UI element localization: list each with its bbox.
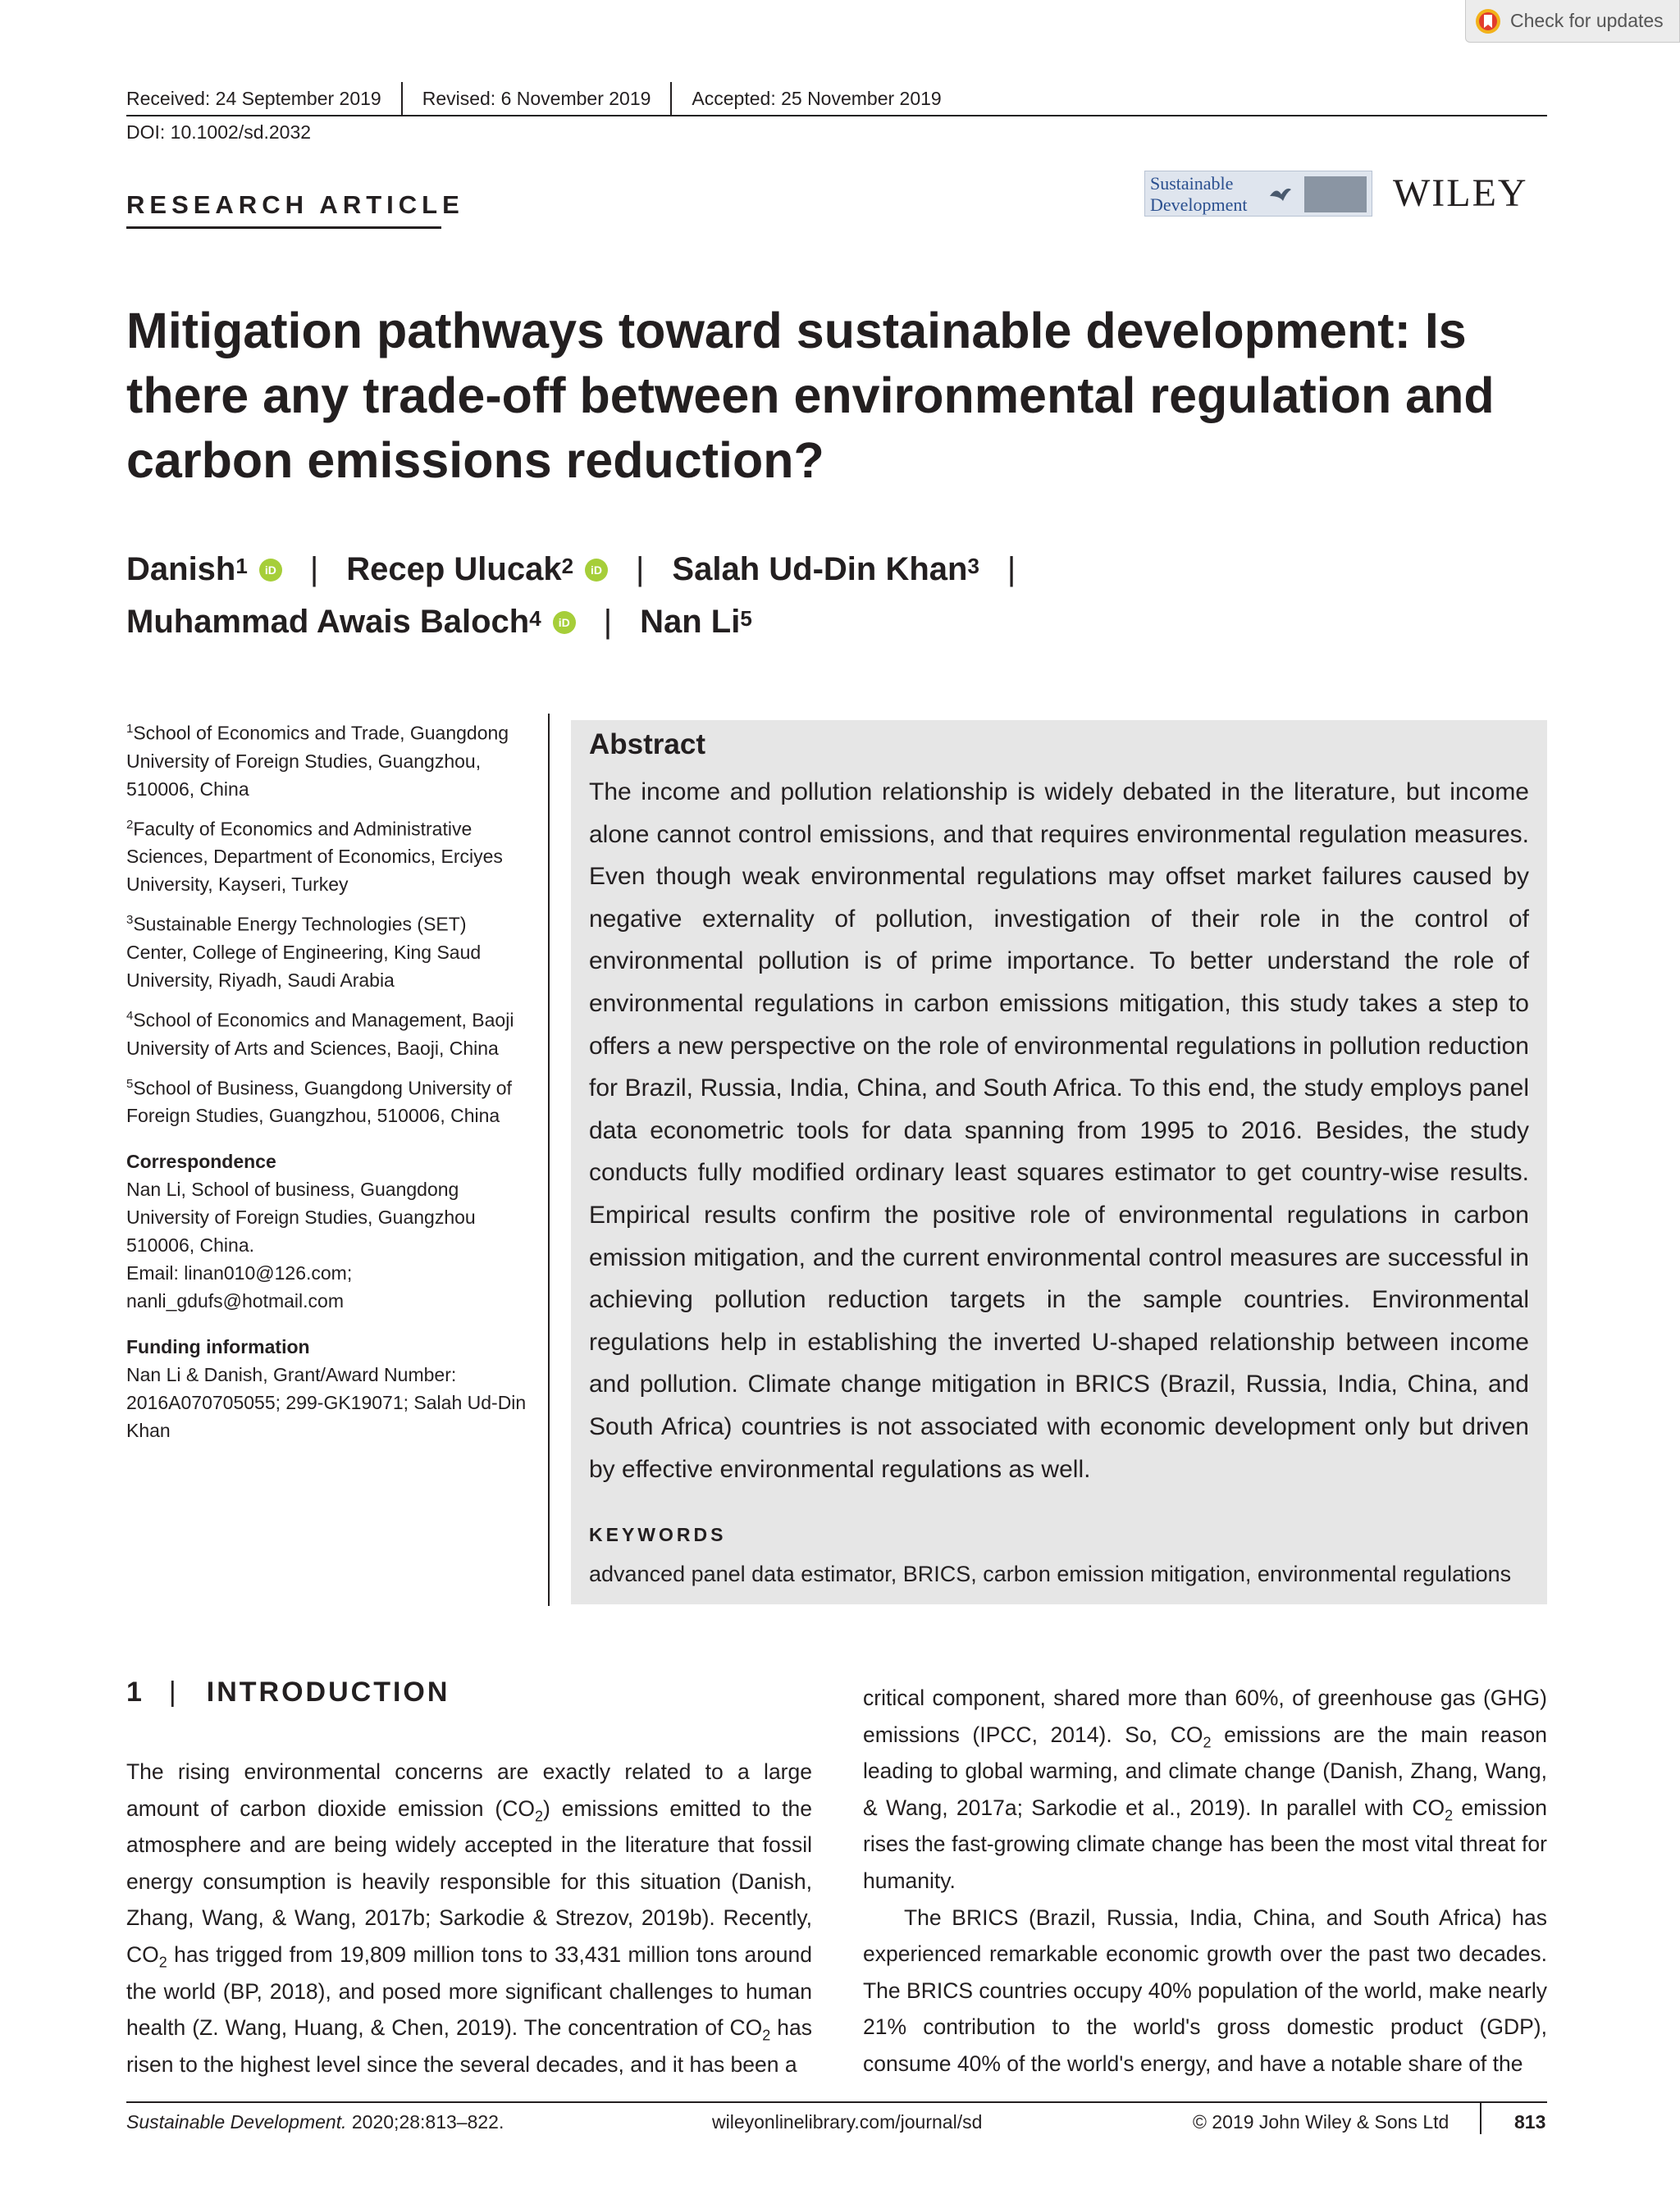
article-type-underline — [126, 226, 441, 229]
paragraph — [863, 1680, 1547, 1900]
body-text: critical component, shared more than 60%, of greenhouse gas (GHG) emissions (IPCC, 2014). So, CO — [863, 1686, 1547, 1747]
section-separator: | — [168, 1677, 179, 1708]
subscript: 2 — [158, 1954, 167, 1971]
subscript: 2 — [1445, 1807, 1454, 1824]
author-name: Salah Ud-Din Khan — [672, 551, 968, 587]
affiliation-text: Faculty of Economics and Administrative Sciences, Department of Economics, Erciyes University, Kayseri, Turkey — [126, 818, 503, 896]
affiliation — [126, 906, 528, 994]
author-separator: | — [309, 551, 319, 587]
author-name: Muhammad Awais Baloch — [126, 604, 530, 640]
subscript: 2 — [762, 2027, 771, 2044]
publisher-logo: WILEY — [1393, 171, 1528, 215]
funding-heading: Funding information — [126, 1336, 310, 1358]
article-type: RESEARCH ARTICLE — [126, 190, 464, 219]
author-line-1 — [126, 551, 1043, 588]
affiliation — [126, 715, 528, 803]
bookmark-icon — [1474, 7, 1502, 35]
affiliation-sup: 4 — [126, 1008, 134, 1023]
footer-volume: 2020;28:813–822. — [346, 2111, 504, 2133]
header-rule — [126, 115, 1547, 116]
footer-citation — [126, 2111, 504, 2133]
author-name: Danish — [126, 551, 236, 587]
footer-rule — [126, 2101, 1547, 2103]
affiliation-sup: 5 — [126, 1076, 134, 1091]
affiliations-column — [126, 715, 528, 1444]
date-divider — [670, 82, 672, 115]
paper-title: Mitigation pathways toward sustainable development: Is there any trade-off between environmental regulation and carbon emissions reduction? — [126, 303, 1495, 488]
page-number: 813 — [1514, 2111, 1546, 2133]
column-rule — [548, 714, 550, 1606]
received-date: Received: 24 September 2019 — [126, 87, 381, 109]
abstract-body: The income and pollution relationship is widely debated in the literature, but income alone cannot control emissions, and that requires environmental regulation measures. Even though weak environmental regulations may offset market failures caused by negative externality of pollution, investigation of their role in the control of environmental pollution is of prime importance. To better understand the role of environmental regulations in carbon emissions mitigation, this study takes a step to offers a new perspective on the role of environmental regulations in pollution reduction for Brazil, Russia, India, China, and South Africa. To this end, the study employs panel data econometric tools for data spanning from 1995 to 2016. Besides, the study conducts fully modified ordinary least squares estimator to get country-wise results. Empirical results confirm the positive role of environmental regulations in carbon emission mitigation, and the current environmental control measures are successful in achieving pollution reduction targets in the sample countries. Environmental regulations help in establishing the inverted U-shaped relationship between income and pollution. Climate change mitigation in BRICS (Brazil, Russia, India, China, and South Africa) countries is not associated with economic development only but driven by effective environmental regulations as well. — [589, 778, 1529, 1483]
correspondence-email[interactable]: Email: linan010@126.com; nanli_gdufs@hotmail.com — [126, 1262, 353, 1312]
affiliation-sup: 2 — [126, 817, 134, 832]
orcid-icon[interactable]: iD — [553, 611, 576, 634]
affiliation — [126, 811, 528, 899]
bird-icon — [1268, 185, 1293, 204]
author-separator: | — [636, 551, 645, 587]
keywords: advanced panel data estimator, BRICS, carbon emission mitigation, environmental regulations — [589, 1562, 1512, 1586]
affiliation — [126, 1070, 528, 1130]
paragraph: The BRICS (Brazil, Russia, India, China, and South Africa) has experienced remarkable economic growth over the past two decades. The BRICS countries occupy 40% population of the world, make nearly 21% contribution to the world's gross domestic product (GDP), consume 40% of the world's energy, and have a notable share of the — [863, 1905, 1547, 2076]
footer-copyright: © 2019 John Wiley & Sons Ltd — [1193, 2111, 1449, 2133]
journal-logo — [1144, 171, 1372, 217]
footer-divider — [1480, 2101, 1481, 2134]
doi[interactable]: DOI: 10.1002/sd.2032 — [126, 121, 312, 143]
revised-date: Revised: 6 November 2019 — [422, 87, 651, 109]
check-for-updates-button[interactable] — [1465, 0, 1680, 43]
subscript: 2 — [535, 1807, 544, 1824]
body-text: emissions are the main reason leading to global warming, and climate change (Danish, Zhang, Wang, & Wang, 2017a; Sarkodie et al., 2019). In parallel with CO — [863, 1722, 1548, 1820]
abstract-heading: Abstract — [589, 728, 705, 760]
body-text: has trigged from 19,809 million tons to 33,431 million tons around the world (BP, 2018), and posed more significant challenges to human health (Z. Wang, Huang, & Chen, 2019). The concentration of CO — [126, 1941, 812, 2041]
affiliation-text: School of Business, Guangdong University of Foreign Studies, Guangzhou, 510006, China — [126, 1077, 512, 1127]
body-text: The rising environmental concerns are exactly related to a large amount of carbon dioxide emission (CO — [126, 1759, 812, 1821]
correspondence-address: Nan Li, School of business, Guangdong University of Foreign Studies, Guangzhou 510006, China. — [126, 1179, 476, 1257]
orcid-icon[interactable]: iD — [259, 559, 282, 582]
section-title: INTRODUCTION — [206, 1677, 450, 1708]
journal-logo-art — [1304, 176, 1367, 212]
affiliation-text: School of Economics and Trade, Guangdong University of Foreign Studies, Guangzhou, 510006, China — [126, 722, 509, 800]
date-divider — [401, 82, 403, 115]
author-separator: | — [603, 604, 613, 640]
author-separator: | — [1007, 551, 1016, 587]
author-name: Nan Li — [640, 604, 741, 640]
intro-right-column — [863, 1680, 1547, 2083]
author-line-2 — [126, 604, 752, 641]
author-name: Recep Ulucak — [346, 551, 562, 587]
affiliation-sup: 3 — [126, 913, 134, 928]
journal-logo-line: Sustainable — [1150, 173, 1234, 194]
keywords-heading: KEYWORDS — [589, 1524, 727, 1545]
author-sup: 3 — [967, 554, 979, 578]
affiliation-sup: 1 — [126, 722, 134, 736]
article-dates — [126, 82, 1547, 115]
section-number: 1 — [126, 1677, 144, 1708]
journal-logo-line: Development — [1150, 194, 1248, 215]
intro-left-column — [126, 1754, 812, 2083]
accepted-date: Accepted: 25 November 2019 — [692, 87, 942, 109]
author-sup: 2 — [561, 554, 574, 578]
affiliation-text: Sustainable Energy Technologies (SET) Center, College of Engineering, King Saud University, Riyadh, Saudi Arabia — [126, 913, 482, 991]
section-heading — [126, 1677, 450, 1708]
body-text: has risen to the highest level since the several decades, and it has been a — [126, 2015, 812, 2077]
body-text: ) emissions emitted to the atmosphere and are being widely accepted in the literature that fossil energy consumption is heavily responsible for this situation (Danish, Zhang, Wang, & Wang, 2017b; Sarkodie & Strezov, 2019b). Recently, CO — [126, 1795, 812, 1967]
check-for-updates-label: Check for updates — [1510, 10, 1664, 31]
footer-url[interactable]: wileyonlinelibrary.com/journal/sd — [712, 2111, 983, 2133]
author-sup: 1 — [235, 554, 248, 578]
orcid-icon[interactable]: iD — [585, 559, 608, 582]
footer-journal-name: Sustainable Development. — [126, 2111, 347, 2133]
body-text: emission rises the fast-growing climate change has been the most vital threat for humanity. — [863, 1795, 1547, 1893]
funding-text: Nan Li & Danish, Grant/Award Number: 2016A070705055; 299-GK19071; Salah Ud-Din Khan — [126, 1364, 527, 1442]
subscript: 2 — [1203, 1733, 1212, 1750]
author-sup: 4 — [529, 606, 541, 631]
affiliation-text: School of Economics and Management, Baoji University of Arts and Sciences, Baoji, China — [126, 1009, 514, 1059]
affiliation — [126, 1002, 528, 1062]
correspondence-heading: Correspondence — [126, 1151, 276, 1173]
author-sup: 5 — [740, 606, 752, 631]
